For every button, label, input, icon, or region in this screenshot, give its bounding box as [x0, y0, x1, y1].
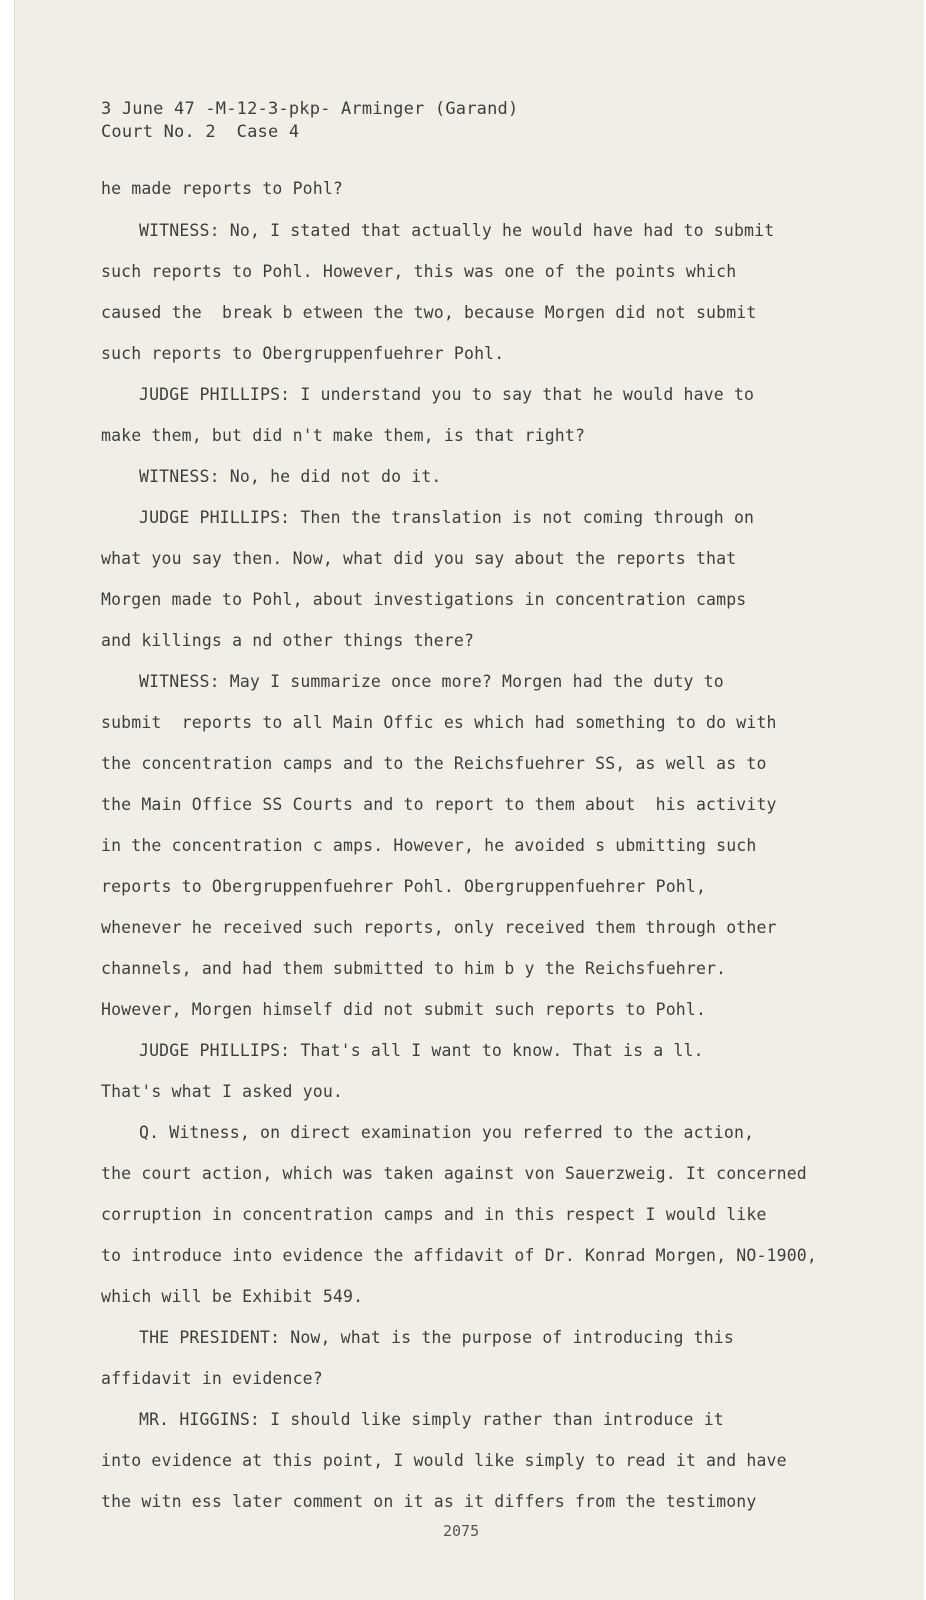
transcript-line: WITNESS: No, I stated that actually he would have had to submit: [139, 221, 775, 240]
document-page: [14, 0, 924, 1600]
transcript-line: corruption in concentration camps and in this respect I would like: [101, 1205, 767, 1224]
transcript-line: That's what I asked you.: [101, 1082, 344, 1101]
transcript-line: WITNESS: No, he did not do it.: [139, 467, 442, 486]
transcript-line: JUDGE PHILLIPS: That's all I want to know. That is a ll.: [139, 1041, 704, 1060]
transcript-line: into evidence at this point, I would like simply to read it and have: [101, 1451, 787, 1470]
transcript-line: channels, and had them submitted to him b y the Reichsfuehrer.: [101, 959, 727, 978]
transcript-line: caused the break b etween the two, because Morgen did not submit: [101, 303, 757, 322]
transcript-line: such reports to Obergruppenfuehrer Pohl.: [101, 344, 505, 363]
transcript-line: the concentration camps and to the Reichsfuehrer SS, as well as to: [101, 754, 767, 773]
transcript-line: make them, but did n't make them, is that right?: [101, 426, 586, 445]
transcript-line: THE PRESIDENT: Now, what is the purpose of introducing this: [139, 1328, 734, 1347]
transcript-line: JUDGE PHILLIPS: Then the translation is not coming through on: [139, 508, 755, 527]
transcript-line: affidavit in evidence?: [101, 1369, 323, 1388]
transcript-line: MR. HIGGINS: I should like simply rather than introduce it: [139, 1410, 724, 1429]
transcript-line: submit reports to all Main Offic es which had something to do with: [101, 713, 777, 732]
transcript-line: he made reports to Pohl?: [101, 179, 344, 198]
transcript-line: However, Morgen himself did not submit such reports to Pohl.: [101, 1000, 707, 1019]
transcript-line: to introduce into evidence the affidavit of Dr. Konrad Morgen, NO-1900,: [101, 1246, 817, 1265]
document-header: [101, 98, 518, 144]
transcript-line: WITNESS: May I summarize once more? Morgen had the duty to: [139, 672, 724, 691]
transcript-line: the Main Office SS Courts and to report to them about his activity: [101, 795, 777, 814]
page-number: 2075: [443, 1522, 480, 1540]
transcript-line: the witn ess later comment on it as it differs from the testimony: [101, 1492, 757, 1511]
transcript-line: the court action, which was taken against von Sauerzweig. It concerned: [101, 1164, 807, 1183]
transcript-line: whenever he received such reports, only received them through other: [101, 918, 777, 937]
transcript-line: JUDGE PHILLIPS: I understand you to say that he would have to: [139, 385, 755, 404]
header-date-line: 3 June 47 -M-12-3-pkp- Arminger (Garand): [101, 99, 519, 119]
transcript-line: such reports to Pohl. However, this was one of the points which: [101, 262, 737, 281]
transcript-line: Morgen made to Pohl, about investigations in concentration camps: [101, 590, 747, 609]
header-court-line: Court No. 2 Case 4: [101, 122, 300, 142]
transcript-line: which will be Exhibit 549.: [101, 1287, 364, 1306]
transcript-line: reports to Obergruppenfuehrer Pohl. Obergruppenfuehrer Pohl,: [101, 877, 707, 896]
transcript-line: in the concentration c amps. However, he avoided s ubmitting such: [101, 836, 757, 855]
transcript-line: what you say then. Now, what did you say about the reports that: [101, 549, 737, 568]
transcript-line: Q. Witness, on direct examination you referred to the action,: [139, 1123, 755, 1142]
transcript-line: and killings a nd other things there?: [101, 631, 475, 650]
